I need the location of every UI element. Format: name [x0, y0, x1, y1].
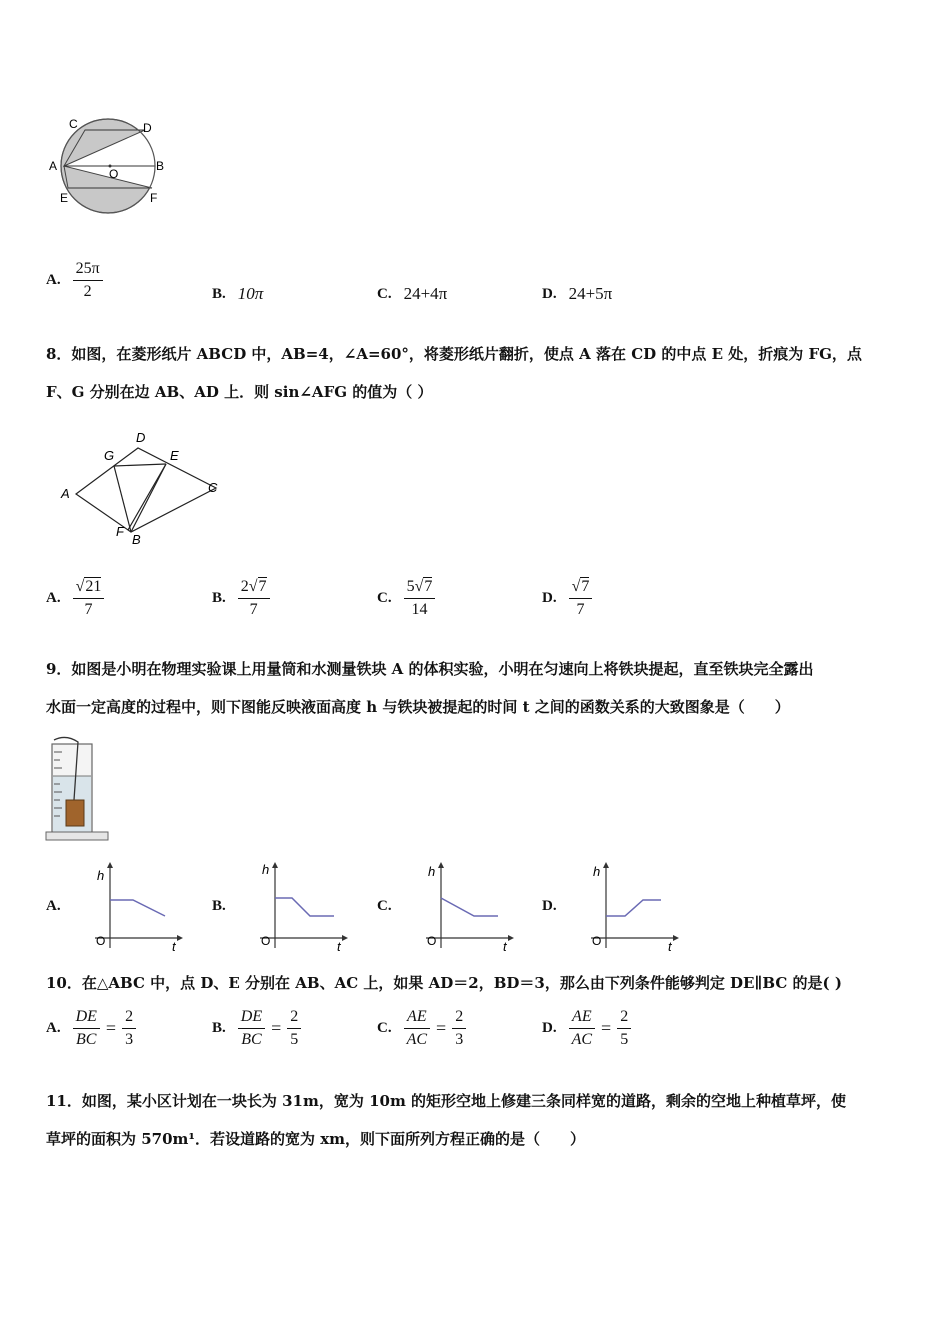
q10-option-a-ratio	[73, 1008, 100, 1049]
q9-option-b-label: B.	[212, 897, 226, 914]
q8-option-b[interactable]	[212, 578, 270, 619]
q8-option-b-den: 7	[249, 601, 258, 618]
q8-option-c-label: C.	[377, 590, 392, 606]
q8-line1: 8．如图，在菱形纸片 ABCD 中，AB=4，∠A=60°，将菱形纸片翻折，使点 A 落在 CD 的中点 E 处，折痕为 FG，点	[46, 345, 862, 363]
q10-option-b[interactable]	[212, 1008, 301, 1049]
q8-option-c-den: 14	[411, 601, 428, 618]
q9-option-a-label: A.	[46, 897, 61, 914]
q10-line1: 10．在△ABC 中，点 D、E 分别在 AB、AC 上，如果 AD＝2，BD＝3，那么由下列条件能够判定 DE∥BC 的是( )	[46, 974, 842, 992]
q8-option-d-fraction: $\frac{√7}{7}$	[569, 578, 593, 619]
q9-line1: 9．如图是小明在物理实验课上用量筒和水测量铁块 A 的体积实验，小明在匀速向上将铁块提起，直至铁块完全露出	[46, 660, 814, 678]
q8-option-b-label: B.	[212, 590, 226, 606]
q7-label-e: E	[60, 191, 69, 205]
q9-graph-d-x: t	[667, 939, 672, 952]
q10-option-c-ratio	[404, 1008, 430, 1049]
q8-option-a-fraction: $\frac{√21}{7}$	[73, 578, 105, 619]
q7-label-a: A	[49, 159, 58, 173]
q9-graph-c-y: h	[427, 864, 435, 879]
q10-option-d-value	[617, 1008, 631, 1049]
q7-option-a-label: A.	[46, 272, 61, 288]
q9-option-c[interactable]	[377, 860, 514, 952]
q7-label-b: B	[156, 159, 165, 173]
q9-graph-a-y: h	[96, 868, 104, 883]
q11-line2: 草坪的面积为 570m¹．若设道路的宽为 xm，则下面所列方程正确的是（ ）	[46, 1130, 586, 1148]
q9-option-c-label: C.	[377, 897, 392, 914]
q10-option-a[interactable]	[46, 1008, 136, 1049]
q9-option-d-label: D.	[542, 897, 557, 914]
q8-option-b-coef: 2	[240, 578, 249, 595]
q9-graph-b-x: t	[336, 939, 341, 952]
q7-option-d[interactable]	[542, 284, 612, 304]
q9-option-d[interactable]	[542, 860, 679, 952]
q10-option-a-label: A.	[46, 1020, 61, 1036]
q9-graph-b	[238, 860, 348, 952]
q8-option-a-rad: 21	[85, 578, 102, 595]
q10-option-d-vden: 5	[620, 1031, 629, 1048]
q7-option-d-label: D.	[542, 285, 557, 302]
q7-option-a-num: 25π	[73, 260, 103, 281]
q10-option-c-eq: =	[436, 1018, 447, 1038]
q10-option-c-vden: 3	[455, 1031, 464, 1048]
q8-label-d: D	[136, 430, 146, 445]
q10-option-a-num: DE	[73, 1008, 100, 1029]
q10-option-c[interactable]	[377, 1008, 466, 1049]
q10-option-d[interactable]	[542, 1008, 631, 1049]
q8-option-c-rad: 7	[424, 578, 433, 595]
q10-option-b-num: DE	[238, 1008, 265, 1029]
q8-option-b-rad: 7	[258, 578, 267, 595]
q8-option-d[interactable]	[542, 578, 592, 619]
q10-option-b-vden: 5	[290, 1031, 299, 1048]
q8-label-b: B	[132, 532, 141, 547]
q9-graph-c	[404, 860, 514, 952]
q7-option-c[interactable]	[377, 284, 447, 304]
q10-option-a-den: BC	[76, 1031, 97, 1048]
q10-option-c-den: AC	[406, 1031, 428, 1048]
q7-option-b-value: 10π	[237, 284, 264, 303]
q10-option-c-label: C.	[377, 1020, 392, 1036]
q9-line2: 水面一定高度的过程中，则下图能反映液面高度 h 与铁块被提起的时间 t 之间的函数关系的大致图象是（ ）	[46, 698, 790, 716]
q8-option-b-fraction: $\frac{2√7}{7}$	[238, 578, 270, 619]
q7-option-a-den: 2	[83, 283, 92, 300]
q7-option-c-value: 24+4π	[403, 284, 448, 303]
q9-graph-c-x: t	[502, 939, 507, 952]
q8-option-a-den: 7	[84, 601, 93, 618]
q8-option-c-coef: 5	[406, 578, 415, 595]
q7-label-d: D	[143, 121, 152, 135]
q10-option-d-vnum: 2	[617, 1008, 631, 1029]
q7-option-b-label: B.	[212, 285, 226, 302]
q9-option-a[interactable]	[46, 860, 183, 952]
q8-option-d-rad: 7	[581, 578, 590, 595]
q9-option-b[interactable]	[212, 860, 348, 952]
q7-option-d-value: 24+5π	[568, 284, 613, 303]
q7-option-a-fraction	[73, 260, 103, 301]
q8-option-d-label: D.	[542, 590, 557, 606]
q10-option-b-value	[287, 1008, 301, 1049]
q10-option-b-ratio	[238, 1008, 265, 1049]
q10-option-c-vnum: 2	[452, 1008, 466, 1029]
q10-option-b-eq: =	[271, 1018, 282, 1038]
q10-option-a-eq: =	[105, 1018, 117, 1038]
q8-label-a: A	[61, 486, 70, 501]
q10-option-c-value	[452, 1008, 466, 1049]
q7-circle-figure	[44, 112, 174, 222]
q7-label-c: C	[69, 117, 78, 131]
q7-label-f: F	[150, 191, 158, 205]
q10-option-d-eq: =	[601, 1018, 612, 1038]
q9-graph-d-y: h	[592, 864, 600, 879]
q8-label-f: F	[116, 524, 124, 539]
q8-line2: F、G 分别在边 AB、AD 上．则 sin∠AFG 的值为（ ）	[46, 383, 433, 401]
q8-label-e: E	[170, 448, 179, 463]
q10-option-b-den: BC	[241, 1031, 262, 1048]
q8-option-c[interactable]	[377, 578, 435, 619]
q9-graph-a-origin: O	[95, 934, 105, 948]
q10-option-c-num: AE	[404, 1008, 430, 1029]
q8-label-c: C	[208, 480, 218, 495]
q8-option-a-label: A.	[46, 590, 61, 606]
q8-text	[46, 335, 906, 411]
q9-graph-b-origin: O	[260, 934, 271, 948]
q9-graph-b-y: h	[261, 862, 269, 877]
q7-label-o: O	[109, 167, 119, 181]
q10-option-d-num: AE	[569, 1008, 595, 1029]
q9-cylinder-figure	[44, 736, 114, 844]
q8-label-g: G	[104, 448, 115, 463]
q10-option-a-value	[122, 1008, 136, 1049]
q9-graph-a	[73, 860, 183, 952]
q9-text	[46, 650, 906, 726]
q9-graph-a-x: t	[171, 939, 176, 952]
q8-option-d-den: 7	[576, 601, 585, 618]
q9-graph-c-origin: O	[426, 934, 436, 948]
q11-line1: 11．如图，某小区计划在一块长为 31m，宽为 10m 的矩形空地上修建三条同样宽的道路，剩余的空地上种植草坪，使	[46, 1092, 847, 1110]
q8-option-a[interactable]	[46, 578, 104, 619]
q7-option-a[interactable]	[46, 260, 103, 301]
q8-option-c-fraction: $\frac{5√7}{14}$	[404, 578, 436, 619]
q9-graph-d-origin: O	[591, 934, 601, 948]
q7-option-c-label: C.	[377, 285, 392, 302]
q9-graph-d	[569, 860, 679, 952]
q8-rhombus-figure	[56, 426, 226, 550]
q10-option-a-vnum: 2	[122, 1008, 136, 1029]
q7-option-b[interactable]	[212, 284, 263, 304]
q10-option-d-den: AC	[571, 1031, 593, 1048]
q10-option-d-label: D.	[542, 1020, 557, 1036]
q10-text	[46, 964, 906, 1002]
q10-option-b-vnum: 2	[287, 1008, 301, 1029]
q10-option-d-ratio	[569, 1008, 595, 1049]
q10-option-a-vden: 3	[125, 1031, 134, 1048]
q11-text	[46, 1082, 906, 1158]
q10-option-b-label: B.	[212, 1020, 226, 1036]
